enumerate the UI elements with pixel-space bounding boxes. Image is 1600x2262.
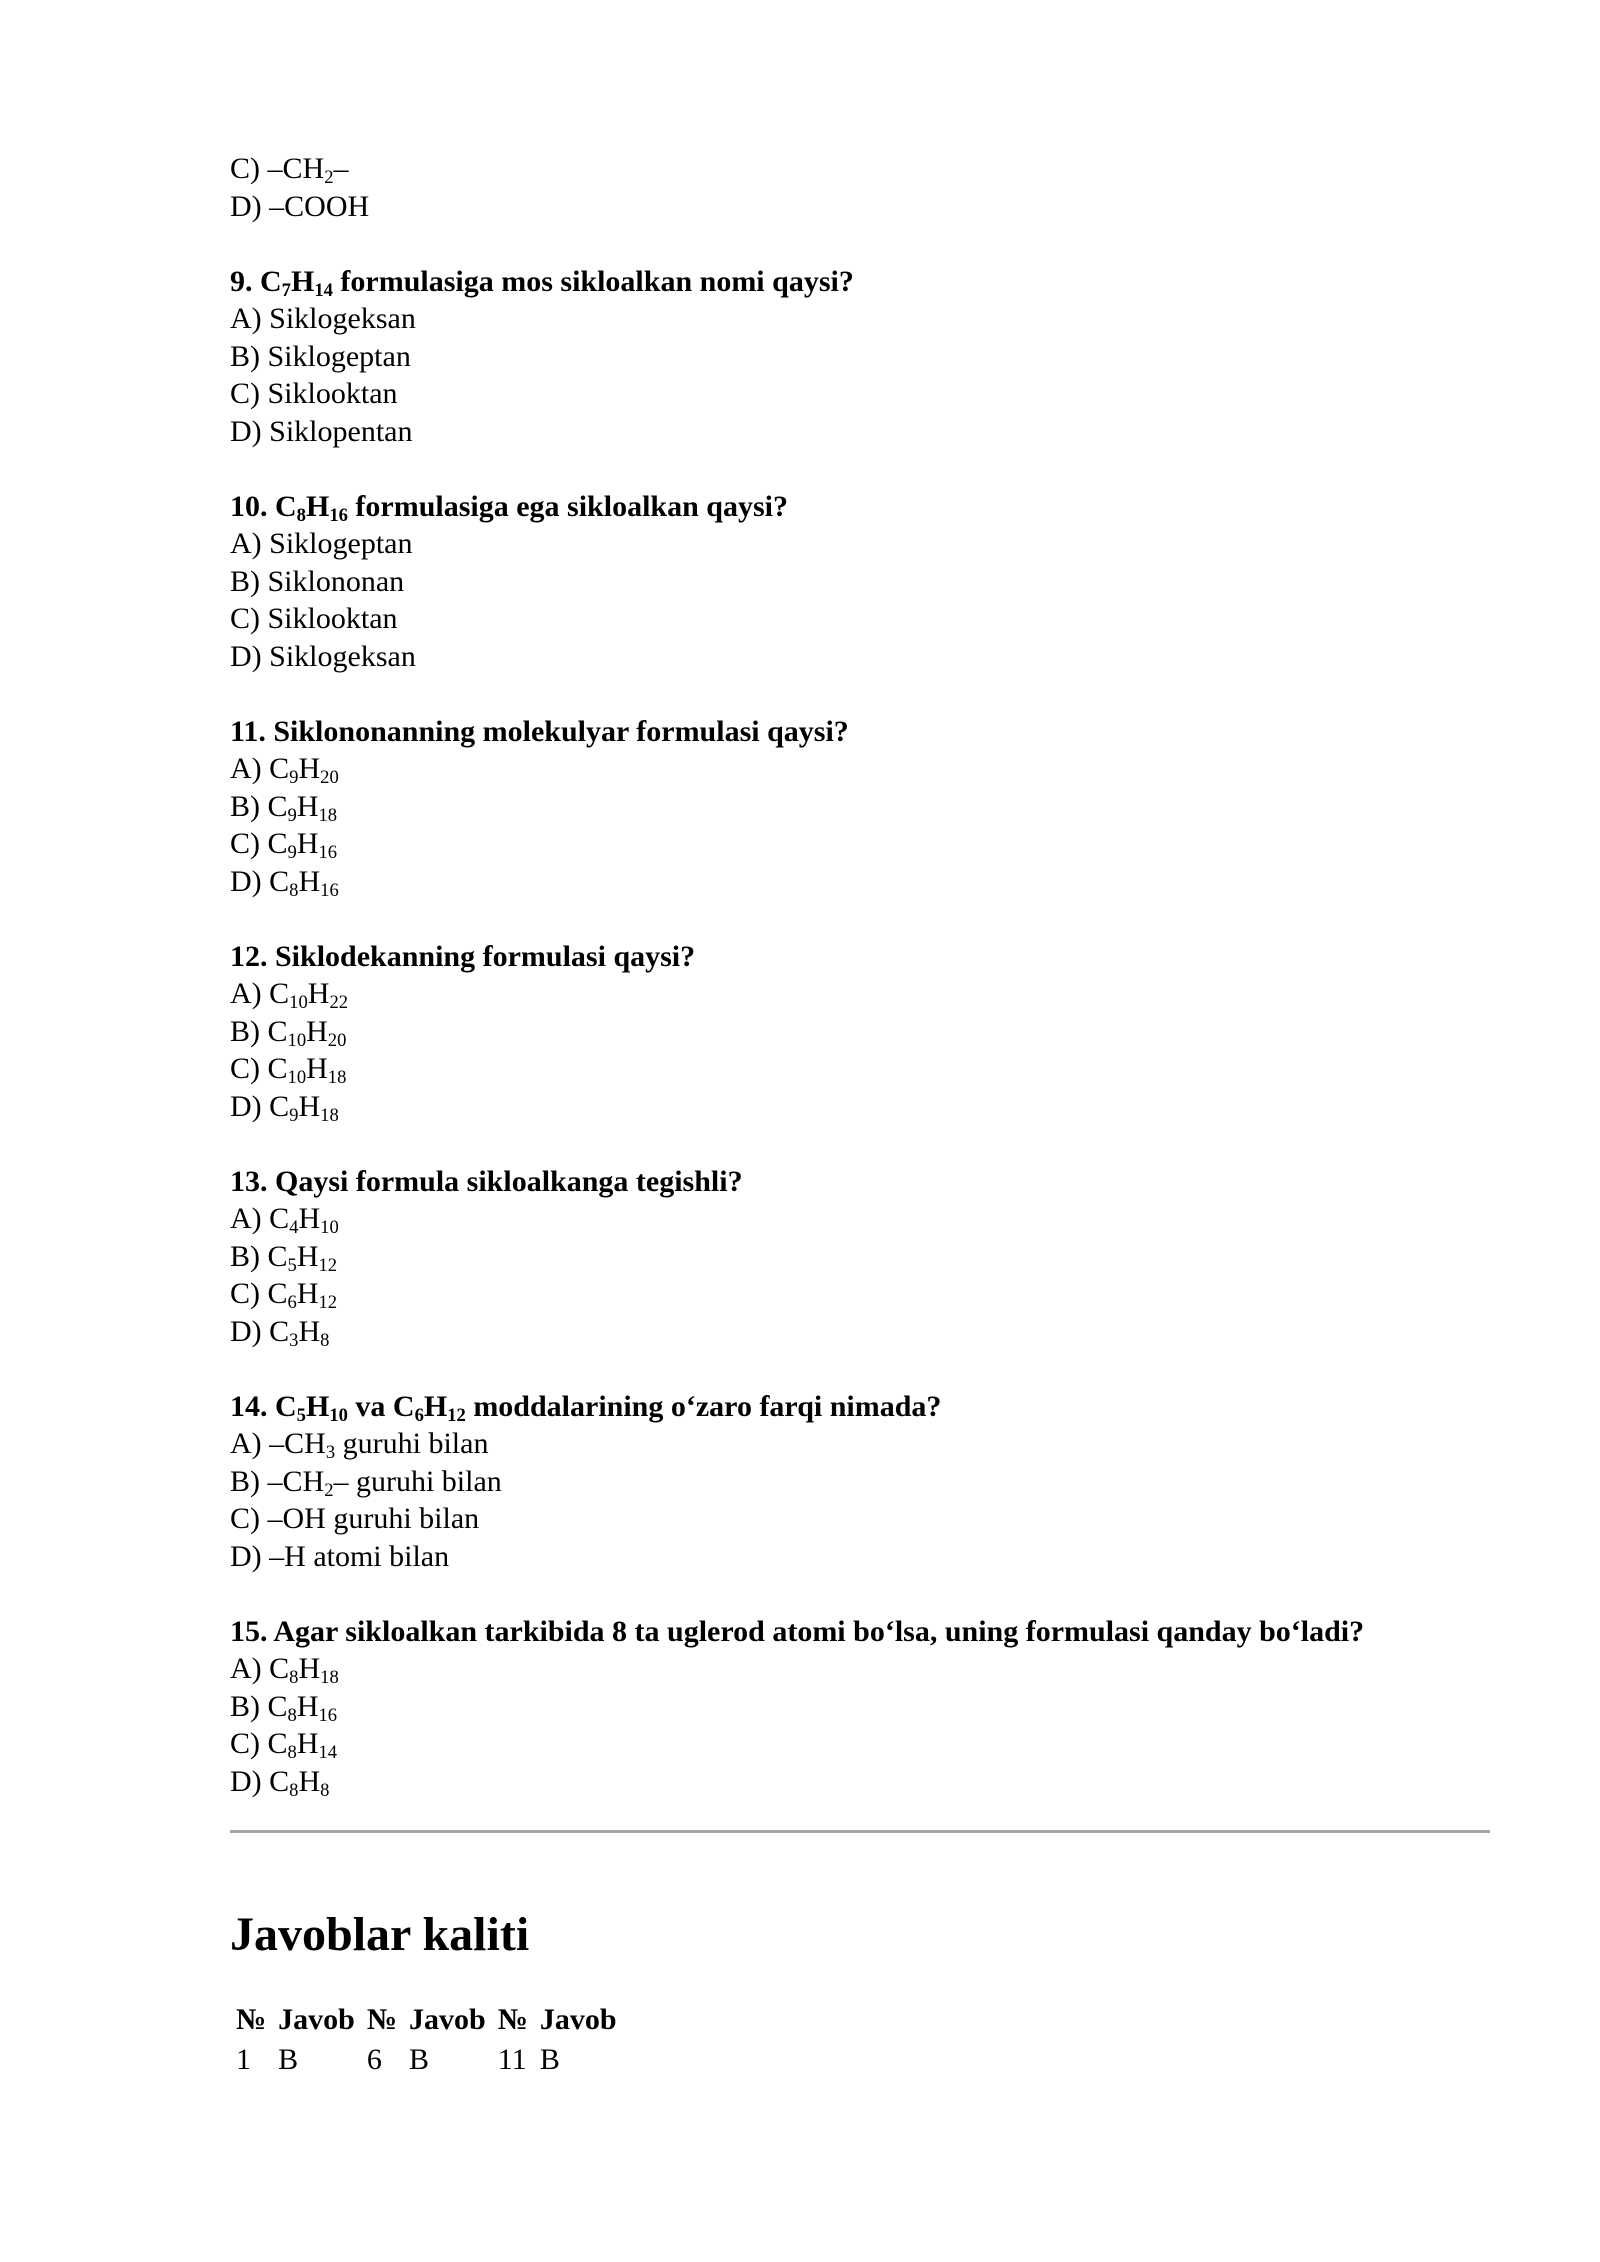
text-run: D) C	[230, 1314, 290, 1348]
answer-cell: B	[278, 2043, 299, 2076]
text-run: 15. Agar sikloalkan tarkibida 8 ta uglerod atomi bo‘lsa, uning formulasi qanday bo‘ladi?	[230, 1614, 1365, 1648]
text-run: D) C	[230, 1764, 290, 1798]
text-run: H	[298, 864, 321, 898]
question-number-cell: 6	[366, 2043, 382, 2076]
text-run: 13. Qaysi formula sikloalkanga tegishli?	[230, 1164, 743, 1198]
question-text	[230, 263, 1490, 301]
subscript: 9	[289, 1104, 299, 1126]
answer-option	[230, 1050, 1490, 1088]
text-run: C) C	[230, 1277, 288, 1310]
text-run: B) Siklononan	[230, 564, 405, 598]
subscript: 12	[447, 1404, 466, 1426]
text-run: moddalarining o‘zaro farqi nimada?	[465, 1389, 942, 1423]
text-run: C) –CH	[230, 152, 325, 185]
subscript: 16	[318, 1704, 338, 1726]
subscript: 12	[318, 1292, 338, 1314]
text-run: H	[307, 977, 330, 1010]
answer-option	[230, 1313, 1490, 1351]
subscript: 16	[320, 879, 339, 901]
text-run: A) C	[230, 1202, 290, 1235]
text-run: –	[333, 152, 349, 185]
subscript: 9	[287, 804, 297, 826]
subscript: 9	[287, 842, 297, 864]
text-run: H	[298, 1314, 321, 1348]
subscript: 3	[289, 1329, 299, 1351]
subscript: 9	[289, 767, 299, 789]
subscript: 2	[324, 1479, 334, 1501]
subscript: 18	[320, 1667, 339, 1689]
answer-option	[230, 1500, 1490, 1538]
subscript: 10	[287, 1067, 307, 1089]
spacer	[230, 1350, 1490, 1388]
subscript: 8	[296, 504, 306, 526]
subscript: 10	[329, 1404, 348, 1426]
subscript: 16	[329, 504, 348, 526]
text-run: H	[296, 789, 319, 823]
subscript: 8	[320, 1779, 330, 1801]
subscript: 6	[287, 1292, 297, 1314]
text-run: A) C	[230, 1652, 290, 1685]
answer-option	[230, 863, 1490, 901]
subscript: 8	[289, 1779, 299, 1801]
subscript: 5	[287, 1254, 297, 1276]
subscript: 3	[325, 1442, 336, 1464]
subscript: 6	[414, 1404, 424, 1426]
text-run: A) C	[230, 752, 290, 785]
answer-option	[230, 600, 1490, 638]
text-run: H	[296, 827, 319, 860]
question-number-cell: 1	[236, 2043, 251, 2076]
subscript: 10	[320, 1217, 339, 1239]
answer-option	[230, 1425, 1490, 1463]
text-run: D) C	[230, 864, 290, 898]
answer-option	[230, 750, 1490, 788]
subscript: 18	[327, 1067, 347, 1089]
answer-option	[230, 1688, 1490, 1726]
text-run: H	[290, 264, 315, 298]
question-text	[230, 938, 1490, 976]
text-run: A) –CH	[230, 1427, 326, 1460]
text-run: D) Siklopentan	[230, 414, 413, 448]
text-run: H	[298, 752, 321, 785]
answer-option	[230, 1088, 1490, 1126]
text-run: A) Siklogeksan	[230, 302, 416, 335]
text-run: H	[298, 1764, 321, 1798]
text-run: B) C	[230, 1239, 288, 1273]
question-text	[230, 713, 1490, 751]
text-run: formulasiga mos sikloalkan nomi qaysi?	[332, 264, 854, 298]
answer-key-table	[230, 2001, 623, 2079]
text-run: H	[296, 1727, 319, 1760]
subscript: 14	[318, 1742, 338, 1764]
text-run: C) –OH guruhi bilan	[230, 1502, 480, 1535]
text-run: – guruhi bilan	[333, 1464, 502, 1498]
text-run: C) C	[230, 1727, 288, 1760]
answer-option	[230, 1463, 1490, 1501]
subscript: 18	[318, 804, 338, 826]
answer-option	[230, 563, 1490, 601]
text-run: H	[296, 1239, 319, 1273]
text-run: 12. Siklodekanning formulasi qaysi?	[230, 939, 696, 973]
text-run: C) Siklooktan	[230, 377, 398, 410]
header-answer: Javob	[539, 2003, 617, 2036]
subscript: 8	[287, 1742, 297, 1764]
answer-option	[230, 638, 1490, 676]
text-run: va C	[347, 1389, 415, 1423]
header-number: №	[236, 2003, 267, 2036]
text-run: B) –CH	[230, 1464, 325, 1498]
answer-option	[230, 975, 1490, 1013]
answer-option	[230, 1763, 1490, 1801]
subscript: 10	[289, 992, 308, 1014]
spacer	[230, 675, 1490, 713]
answer-key-row	[230, 2041, 623, 2079]
answer-option	[230, 338, 1490, 376]
text-run: A) Siklogeptan	[230, 527, 413, 560]
subscript: 8	[289, 879, 299, 901]
text-run: 11. Siklononanning molekulyar formulasi qaysi?	[230, 714, 849, 748]
text-run: B) C	[230, 1689, 288, 1723]
header-answer: Javob	[278, 2003, 355, 2036]
text-run: H	[298, 1652, 321, 1685]
text-run: C) Siklooktan	[230, 602, 398, 635]
question-text	[230, 488, 1490, 526]
text-run: H	[298, 1202, 321, 1235]
text-run: B) C	[230, 789, 288, 823]
text-run: H	[423, 1389, 448, 1423]
text-run: C) C	[230, 1052, 288, 1085]
subscript: 16	[318, 842, 338, 864]
subscript: 10	[287, 1029, 307, 1051]
question-text	[230, 1163, 1490, 1201]
answer-option	[230, 1538, 1490, 1576]
text-run: 14. C	[230, 1389, 297, 1423]
answer-option	[230, 525, 1490, 563]
text-run: B) C	[230, 1014, 288, 1048]
subscript: 20	[327, 1029, 347, 1051]
subscript: 2	[324, 167, 334, 189]
answer-option	[230, 1650, 1490, 1688]
answer-option	[230, 825, 1490, 863]
text-run: 9. C	[230, 264, 282, 298]
subscript: 5	[296, 1404, 306, 1426]
text-run: 10. C	[230, 489, 297, 523]
subscript: 12	[318, 1254, 338, 1276]
text-run: D) Siklogeksan	[230, 639, 416, 673]
answer-option	[230, 1013, 1490, 1051]
text-run: D) –H atomi bilan	[230, 1539, 450, 1573]
answer-key-header-row	[230, 2001, 623, 2041]
text-run: B) Siklogeptan	[230, 339, 411, 373]
spacer	[230, 1125, 1490, 1163]
answer-option	[230, 1275, 1490, 1313]
header-answer: Javob	[409, 2003, 486, 2036]
text-run: D) C	[230, 1089, 290, 1123]
answer-cell: B	[539, 2043, 560, 2076]
spacer	[230, 1575, 1490, 1613]
subscript: 14	[314, 279, 333, 301]
text-run: guruhi bilan	[335, 1427, 489, 1460]
text-run: H	[305, 489, 330, 523]
subscript: 8	[287, 1704, 297, 1726]
text-run: formulasiga ega sikloalkan qaysi?	[347, 489, 788, 523]
subscript: 18	[320, 1104, 339, 1126]
subscript: 7	[281, 279, 291, 301]
document-page	[230, 150, 1490, 2079]
answer-option	[230, 375, 1490, 413]
text-run: D) –COOH	[230, 189, 370, 223]
text-run: H	[296, 1689, 319, 1723]
question-number-cell: 11	[497, 2043, 527, 2076]
answer-option	[230, 1725, 1490, 1763]
question-text	[230, 1388, 1490, 1426]
question-list	[230, 150, 1490, 1800]
answer-option	[230, 1200, 1490, 1238]
text-run: H	[298, 1089, 321, 1123]
subscript: 4	[289, 1217, 299, 1239]
answer-option	[230, 413, 1490, 451]
spacer	[230, 900, 1490, 938]
answer-option	[230, 300, 1490, 338]
text-run: H	[305, 1389, 330, 1423]
text-run: H	[296, 1277, 319, 1310]
header-number: №	[366, 2003, 397, 2036]
subscript: 22	[329, 992, 349, 1014]
subscript: 8	[289, 1667, 299, 1689]
answer-option	[230, 788, 1490, 826]
header-number: №	[497, 2003, 528, 2036]
text-run: A) C	[230, 977, 290, 1010]
text-run: H	[306, 1052, 328, 1085]
horizontal-divider	[230, 1830, 1490, 1833]
spacer	[230, 450, 1490, 488]
subscript: 8	[320, 1329, 330, 1351]
answer-option	[230, 150, 1490, 188]
answer-key-heading: Javoblar kaliti	[230, 1908, 530, 1961]
text-run: C) C	[230, 827, 288, 860]
answer-option	[230, 188, 1490, 226]
answer-cell: B	[409, 2043, 430, 2076]
text-run: H	[306, 1014, 328, 1048]
answer-option	[230, 1238, 1490, 1276]
subscript: 20	[320, 767, 339, 789]
question-text	[230, 1613, 1490, 1651]
spacer	[230, 225, 1490, 263]
